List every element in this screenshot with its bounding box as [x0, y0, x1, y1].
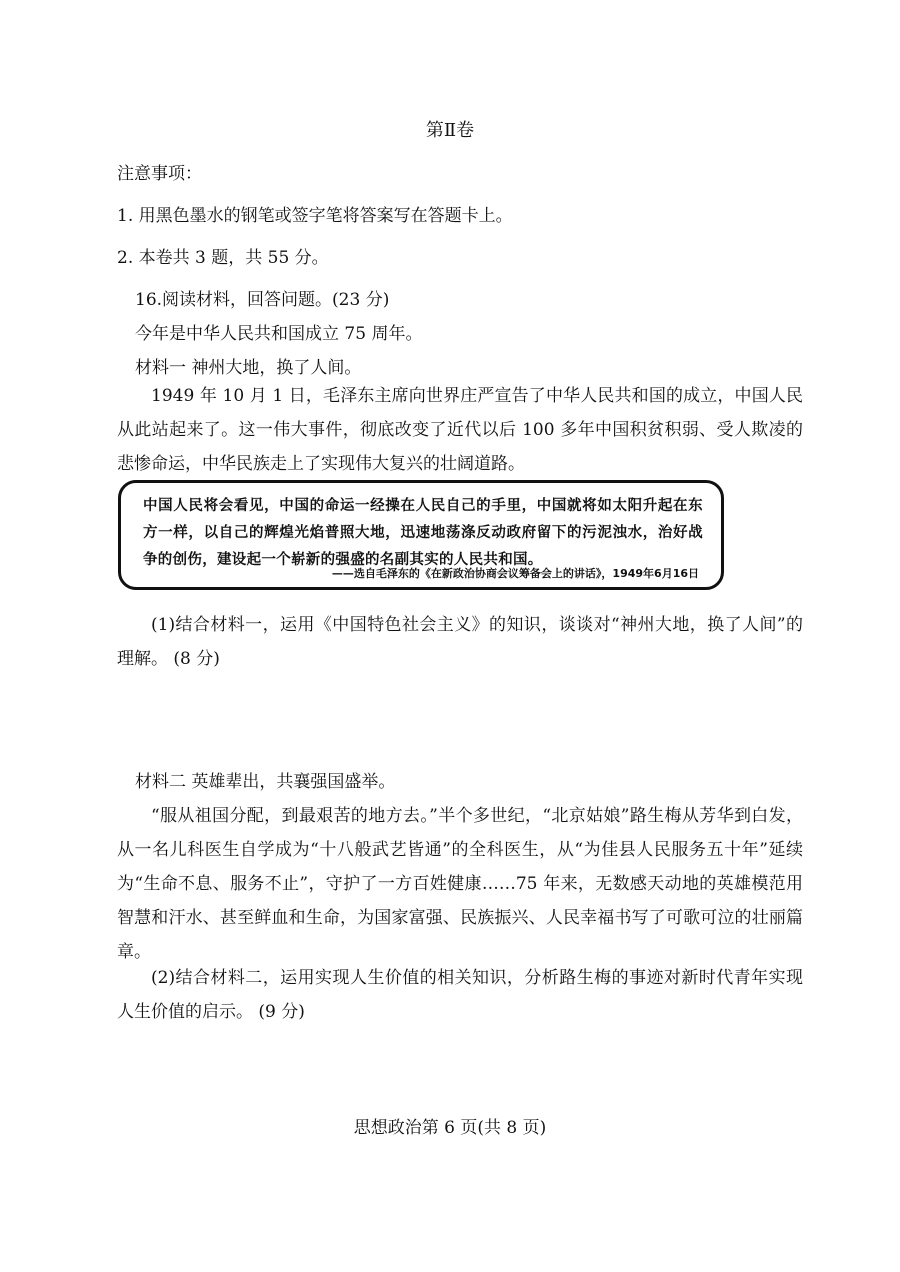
quote-box [118, 480, 724, 590]
question-intro: 今年是中华人民共和国成立 75 周年。 [135, 324, 423, 344]
sub-question-2: (2)结合材料二，运用实现人生价值的相关知识，分析路生梅的事迹对新时代青年实现人生价值的启示。 (9 分) [117, 968, 803, 1022]
material2-title: 材料二 英雄辈出，共襄强国盛举。 [135, 772, 396, 792]
section-title: 第Ⅱ卷 [425, 120, 475, 141]
notice-item-1: 1. 用黑色墨水的钢笔或签字笔将答案写在答题卡上。 [117, 206, 513, 226]
quote-text: 中国人民将会看见，中国的命运一经操在人民自己的手里，中国就将如太阳升起在东方一样，以自己的辉煌光焰普照大地，迅速地荡涤反动政府留下的污泥浊水，治好战争的创伤，建设起一个崭新的强盛的名副其实的人民共和国。 [143, 498, 703, 568]
material1-title: 材料一 神州大地，换了人间。 [135, 358, 362, 378]
notice-item-2: 2. 本卷共 3 题，共 55 分。 [117, 248, 329, 268]
sub-question-1: (1)结合材料一，运用《中国特色社会主义》的知识，谈谈对“神州大地，换了人间”的理解。 (8 分) [117, 615, 803, 669]
question-header: 16.阅读材料，回答问题。(23 分) [135, 290, 390, 310]
material2-text: “服从祖国分配，到最艰苦的地方去。”半个多世纪，“北京姑娘”路生梅从芳华到白发，从一名儿科医生自学成为“十八般武艺皆通”的全科医生，从“为佳县人民服务五十年”延续为“生命不息、服务不止”，守护了一方百姓健康……75 年来，无数感天动地的英雄模范用智慧和汗水、甚至鲜血和生命，为国家富强、民族振兴、人民幸福书写了可歌可泣的壮丽篇章。 [117, 806, 803, 962]
page-footer: 思想政治第 6 页(共 8 页) [353, 1118, 547, 1138]
quote-source: ——选自毛泽东的《在新政治协商会议筹备会上的讲话》，1949年6月16日 [331, 567, 699, 580]
material1-text: 1949 年 10 月 1 日，毛泽东主席向世界庄严宣告了中华人民共和国的成立，中国人民从此站起来了。这一伟大事件，彻底改变了近代以后 100 多年中国积贫积弱、受人欺凌的悲惨命运，中华民族走上了实现伟大复兴的壮阔道路。 [117, 386, 803, 474]
notice-heading: 注意事项： [117, 164, 202, 184]
